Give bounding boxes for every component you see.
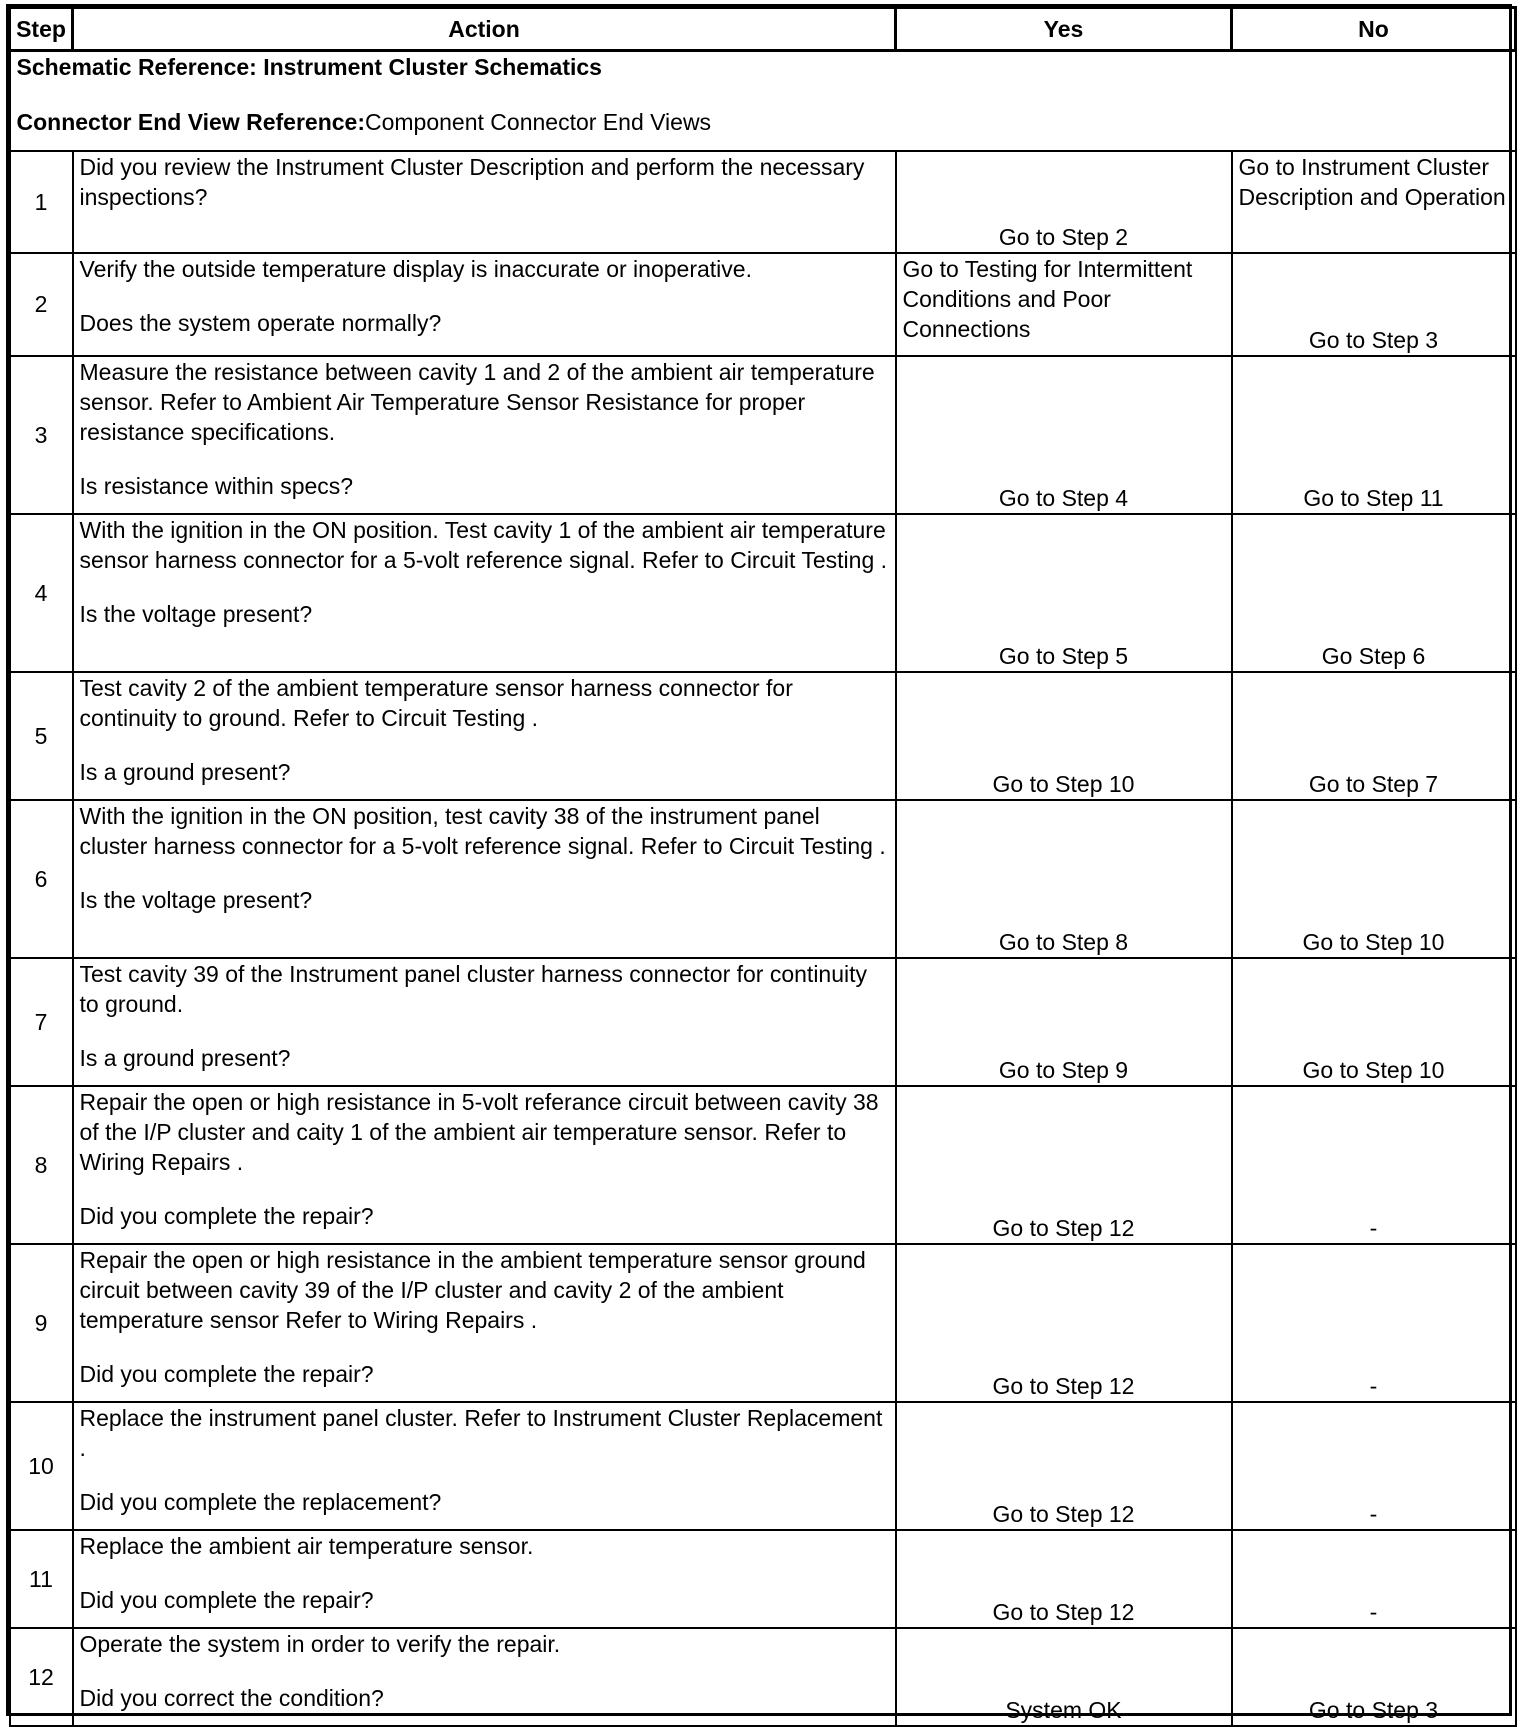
no-result: Go to Step 10 bbox=[1232, 958, 1516, 1086]
no-result: Go to Instrument Cluster Description and Operation bbox=[1232, 151, 1516, 253]
table-row bbox=[10, 253, 1516, 356]
paragraph-gap bbox=[80, 1335, 889, 1359]
no-result: Go to Step 3 bbox=[1232, 1628, 1516, 1726]
action-question: Is a ground present? bbox=[79, 758, 291, 785]
table-row bbox=[10, 1530, 1516, 1628]
action-cell bbox=[73, 672, 896, 800]
action-question: Does the system operate normally? bbox=[79, 309, 442, 336]
no-result: - bbox=[1232, 1530, 1516, 1628]
schematic-reference-value: Instrument Cluster Schematics bbox=[256, 54, 602, 80]
paragraph-gap bbox=[80, 861, 889, 885]
step-number: 4 bbox=[10, 514, 73, 672]
no-result: Go to Step 3 bbox=[1232, 253, 1516, 356]
action-cell bbox=[73, 1402, 896, 1530]
action-text: Operate the system in order to verify the repair. bbox=[79, 1630, 561, 1657]
header-row bbox=[10, 8, 1516, 51]
action-cell bbox=[73, 514, 896, 672]
table-row bbox=[10, 514, 1516, 672]
table-row bbox=[10, 672, 1516, 800]
table-row bbox=[10, 1244, 1516, 1402]
action-text: Repair the open or high resistance in 5-volt referance circuit between cavity 38 of the I/P cluster and caity 1 of the ambient air temperature sensor. Refer to Wiring Repairs . bbox=[79, 1088, 879, 1175]
step-number: 10 bbox=[10, 1402, 73, 1530]
action-question: Did you correct the condition? bbox=[79, 1684, 384, 1711]
yes-result: Go to Step 4 bbox=[896, 356, 1232, 514]
paragraph-gap bbox=[80, 284, 889, 308]
step-number: 9 bbox=[10, 1244, 73, 1402]
yes-result: Go to Step 2 bbox=[896, 151, 1232, 253]
table-row bbox=[10, 356, 1516, 514]
step-number: 11 bbox=[10, 1530, 73, 1628]
action-cell bbox=[73, 356, 896, 514]
action-question: Is the voltage present? bbox=[79, 886, 313, 913]
table-row bbox=[10, 1628, 1516, 1726]
paragraph-gap bbox=[80, 1659, 889, 1683]
reference-cell bbox=[10, 51, 1516, 151]
action-cell bbox=[73, 958, 896, 1086]
paragraph-gap bbox=[80, 1561, 889, 1585]
header-yes: Yes bbox=[896, 8, 1232, 51]
paragraph-gap bbox=[80, 1177, 889, 1201]
action-text: Replace the ambient air temperature sensor. bbox=[79, 1532, 534, 1559]
action-text: Verify the outside temperature display is inaccurate or inoperative. bbox=[79, 255, 752, 282]
header-action: Action bbox=[73, 8, 896, 51]
action-question: Is a ground present? bbox=[79, 1044, 291, 1071]
table-row bbox=[10, 1402, 1516, 1530]
header-step: Step bbox=[10, 8, 73, 51]
action-question: Did you complete the replacement? bbox=[79, 1488, 442, 1515]
action-question: Did you complete the repair? bbox=[79, 1360, 374, 1387]
action-cell bbox=[73, 1530, 896, 1628]
no-result: Go to Step 11 bbox=[1232, 356, 1516, 514]
yes-result: System OK bbox=[896, 1628, 1232, 1726]
action-text: Replace the instrument panel cluster. Refer to Instrument Cluster Replacement . bbox=[79, 1404, 883, 1461]
action-question: Did you complete the repair? bbox=[79, 1586, 374, 1613]
step-number: 6 bbox=[10, 800, 73, 958]
no-result: Go Step 6 bbox=[1232, 514, 1516, 672]
table-row bbox=[10, 958, 1516, 1086]
yes-result: Go to Step 5 bbox=[896, 514, 1232, 672]
schematic-reference bbox=[17, 52, 1509, 82]
action-question: Is the voltage present? bbox=[79, 600, 313, 627]
yes-result: Go to Step 12 bbox=[896, 1244, 1232, 1402]
yes-result: Go to Step 10 bbox=[896, 672, 1232, 800]
yes-result: Go to Step 8 bbox=[896, 800, 1232, 958]
yes-result: Go to Step 9 bbox=[896, 958, 1232, 1086]
schematic-reference-label: Schematic Reference: bbox=[16, 54, 257, 80]
action-question: Is resistance within specs? bbox=[79, 472, 354, 499]
diagnostic-table bbox=[8, 6, 1517, 1727]
yes-result: Go to Step 12 bbox=[896, 1086, 1232, 1244]
no-result: - bbox=[1232, 1402, 1516, 1530]
action-text: Did you review the Instrument Cluster Description and perform the necessary inspections? bbox=[79, 153, 865, 210]
action-cell bbox=[73, 1244, 896, 1402]
action-text: Repair the open or high resistance in the ambient temperature sensor ground circuit between cavity 39 of the I/P cluster and cavity 2 of the ambient temperature sensor Refer to Wiring Repairs . bbox=[79, 1246, 866, 1333]
yes-result: Go to Testing for Intermittent Conditions and Poor Connections bbox=[896, 253, 1232, 356]
reference-row bbox=[10, 51, 1516, 151]
action-cell bbox=[73, 151, 896, 253]
action-question: Did you complete the repair? bbox=[79, 1202, 374, 1229]
action-text: With the ignition in the ON position, test cavity 38 of the instrument panel cluster harness connector for a 5-volt reference signal. Refer to Circuit Testing . bbox=[79, 802, 886, 859]
no-result: Go to Step 7 bbox=[1232, 672, 1516, 800]
yes-result: Go to Step 12 bbox=[896, 1402, 1232, 1530]
action-cell bbox=[73, 253, 896, 356]
step-number: 7 bbox=[10, 958, 73, 1086]
action-text: Test cavity 2 of the ambient temperature sensor harness connector for continuity to ground. Refer to Circuit Testing . bbox=[79, 674, 793, 731]
paragraph-gap bbox=[80, 1463, 889, 1487]
step-number: 2 bbox=[10, 253, 73, 356]
connector-reference bbox=[17, 107, 1509, 137]
action-text: With the ignition in the ON position. Test cavity 1 of the ambient air temperature sensor harness connector for a 5-volt reference signal. Refer to Circuit Testing . bbox=[79, 516, 888, 573]
paragraph-gap bbox=[80, 575, 889, 599]
connector-reference-value: Component Connector End Views bbox=[365, 109, 712, 135]
step-number: 8 bbox=[10, 1086, 73, 1244]
step-number: 12 bbox=[10, 1628, 73, 1726]
no-result: Go to Step 10 bbox=[1232, 800, 1516, 958]
action-cell bbox=[73, 800, 896, 958]
yes-result: Go to Step 12 bbox=[896, 1530, 1232, 1628]
no-result: - bbox=[1232, 1086, 1516, 1244]
table-row bbox=[10, 151, 1516, 253]
step-number: 1 bbox=[10, 151, 73, 253]
action-text: Measure the resistance between cavity 1 and 2 of the ambient air temperature sensor. Refer to Ambient Air Temperature Sensor Resistance for proper resistance specifications. bbox=[79, 358, 875, 445]
paragraph-gap bbox=[80, 447, 889, 471]
action-text: Test cavity 39 of the Instrument panel cluster harness connector for continuity to ground. bbox=[79, 960, 868, 1017]
step-number: 3 bbox=[10, 356, 73, 514]
paragraph-gap bbox=[80, 733, 889, 757]
table-row bbox=[10, 800, 1516, 958]
table-row bbox=[10, 1086, 1516, 1244]
header-no: No bbox=[1232, 8, 1516, 51]
step-number: 5 bbox=[10, 672, 73, 800]
action-cell bbox=[73, 1086, 896, 1244]
action-cell bbox=[73, 1628, 896, 1726]
no-result: - bbox=[1232, 1244, 1516, 1402]
connector-reference-label: Connector End View Reference: bbox=[16, 109, 365, 135]
paragraph-gap bbox=[80, 1019, 889, 1043]
